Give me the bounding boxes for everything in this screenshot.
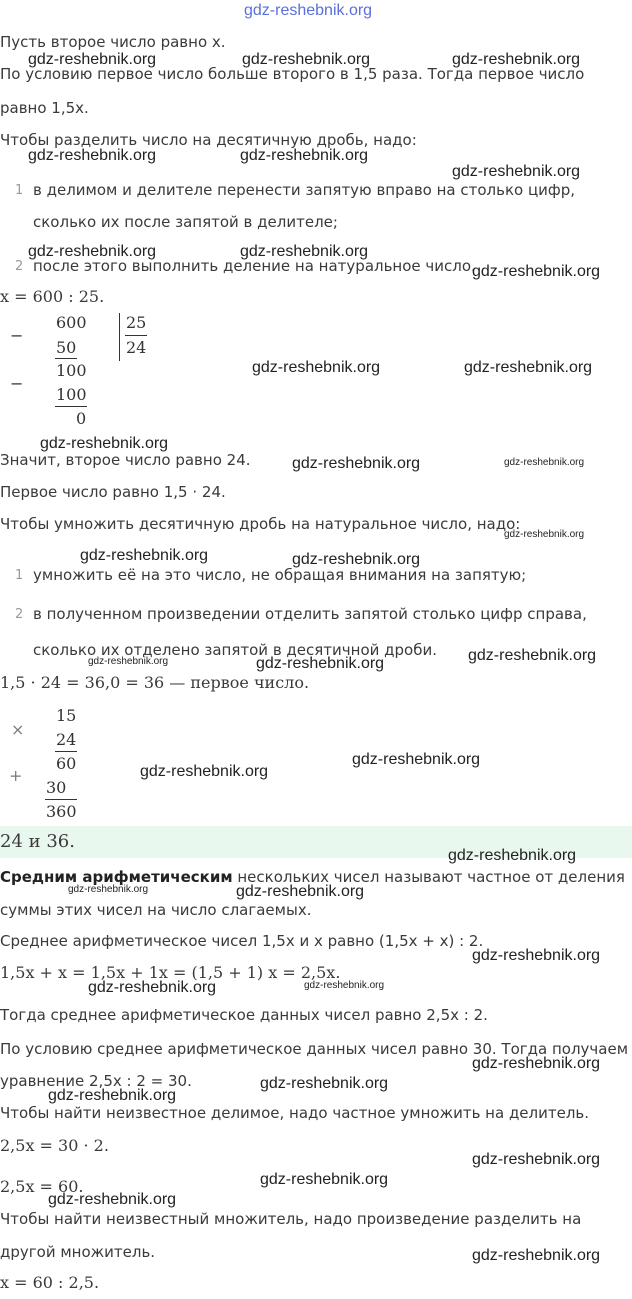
watermark[interactable]: gdz-reshebnik.org — [452, 163, 581, 180]
division-divisor: 25 — [126, 313, 147, 332]
watermark[interactable]: gdz-reshebnik.org — [352, 751, 481, 768]
definition-term: Средним арифметическим — [0, 868, 233, 886]
watermark[interactable]: gdz-reshebnik.org — [452, 51, 581, 68]
rule-step-1-cont: сколько их после запятой в делителе; — [33, 213, 338, 231]
rule-number-1b: 1 — [15, 568, 24, 583]
division-dividend: 600 — [56, 313, 87, 332]
text-line-first-number-expr: Первое число равно 1,5 · 24. — [0, 483, 226, 501]
definition-line-2: суммы этих чисел на число слагаемых. — [0, 901, 312, 919]
watermark[interactable]: gdz-reshebnik.org — [40, 435, 169, 452]
rule-step-4-cont: сколько их отделено запятой в десятичной дроби. — [33, 641, 437, 659]
watermark[interactable]: gdz-reshebnik.org — [88, 979, 217, 996]
mult-underline-1 — [55, 751, 77, 752]
division-remainder-1: 100 — [56, 361, 87, 380]
text-line-dividend-rule: Чтобы найти неизвестное делимое, надо частное умножить на делитель. — [0, 1104, 590, 1122]
rule-step-2: после этого выполнить деление на натуральное число. — [33, 257, 476, 275]
equation-sum: 1,5x + x = 1,5x + 1x = (1,5 + 1) x = 2,5x. — [0, 963, 341, 982]
watermark[interactable]: gdz-reshebnik.org — [292, 455, 421, 472]
watermark[interactable]: gdz-reshebnik.org — [28, 243, 157, 260]
watermark[interactable]: gdz-reshebnik.org — [304, 980, 385, 991]
rule-number-2b: 2 — [15, 607, 24, 622]
watermark[interactable]: gdz-reshebnik.org — [48, 1087, 177, 1104]
text-line-multiply-rule-intro: Чтобы умножить десятичную дробь на натуральное число, надо: — [0, 515, 521, 533]
definition-rest: нескольких чисел называют частное от деления — [232, 868, 625, 886]
answer-text: 24 и 36. — [0, 831, 75, 852]
text-line-factor-rule-cont: другой множитель. — [0, 1243, 156, 1261]
rule-step-4: в полученном произведении отделить запятой столько цифр справа, — [33, 605, 587, 623]
division-underline-2 — [55, 406, 87, 407]
mult-plus-sign: + — [9, 766, 23, 785]
division-quotient: 24 — [126, 338, 147, 357]
mult-partial-1: 60 — [56, 754, 77, 773]
watermark[interactable]: gdz-reshebnik.org — [48, 1191, 177, 1208]
watermark[interactable]: gdz-reshebnik.org — [28, 51, 157, 68]
mult-partial-2: 30 — [46, 778, 67, 797]
division-minus-2: − — [10, 374, 24, 393]
division-minus-1: − — [10, 326, 24, 345]
mult-factor-b: 24 — [56, 730, 77, 749]
text-line-division-rule-intro: Чтобы разделить число на десятичную дробь, надо: — [0, 131, 417, 149]
text-line-mean-expr: Среднее арифметическое чисел 1,5x и x равно (1,5x + x) : 2. — [0, 932, 484, 950]
text-line-first-number: равно 1,5x. — [0, 99, 89, 117]
watermark[interactable]: gdz-reshebnik.org — [472, 1247, 601, 1264]
equation-30-times-2: 2,5x = 30 · 2. — [0, 1136, 109, 1155]
watermark[interactable]: gdz-reshebnik.org — [242, 51, 371, 68]
rule-step-3: умножить её на это число, не обращая внимания на запятую; — [33, 566, 527, 584]
watermark[interactable]: gdz-reshebnik.org — [260, 1075, 389, 1092]
watermark[interactable]: gdz-reshebnik.org — [472, 1055, 601, 1072]
watermark[interactable]: gdz-reshebnik.org — [240, 147, 369, 164]
watermark[interactable]: gdz-reshebnik.org — [68, 884, 149, 895]
watermark[interactable]: gdz-reshebnik.org — [448, 847, 577, 864]
watermark[interactable]: gdz-reshebnik.org — [240, 243, 369, 260]
watermark[interactable]: gdz-reshebnik.org — [28, 147, 157, 164]
text-line-second-number: Значит, второе число равно 24. — [0, 451, 251, 469]
watermark-top[interactable]: gdz-reshebnik.org — [244, 2, 373, 19]
watermark[interactable]: gdz-reshebnik.org — [472, 947, 601, 964]
division-divisor-line — [125, 335, 147, 336]
text-line-let-x: Пусть второе число равно x. — [0, 33, 226, 51]
watermark[interactable]: gdz-reshebnik.org — [464, 359, 593, 376]
rule-number-2: 2 — [15, 259, 24, 274]
mult-factor-a: 15 — [56, 706, 77, 725]
watermark[interactable]: gdz-reshebnik.org — [504, 457, 585, 468]
watermark[interactable]: gdz-reshebnik.org — [504, 529, 585, 540]
watermark[interactable]: gdz-reshebnik.org — [292, 551, 421, 568]
division-subtrahend-1: 50 — [56, 338, 77, 357]
mult-result: 360 — [46, 802, 77, 821]
mult-times-sign: × — [11, 720, 25, 739]
watermark[interactable]: gdz-reshebnik.org — [140, 763, 269, 780]
text-line-mean-value: Тогда среднее арифметическое данных чисел равно 2,5x : 2. — [0, 1006, 488, 1024]
watermark[interactable]: gdz-reshebnik.org — [80, 547, 209, 564]
mult-underline-2 — [45, 799, 77, 800]
division-remainder-2: 0 — [76, 409, 87, 428]
division-subtrahend-2: 100 — [56, 385, 87, 404]
watermark[interactable]: gdz-reshebnik.org — [256, 655, 385, 672]
watermark[interactable]: gdz-reshebnik.org — [472, 1151, 601, 1168]
equation-2-5x-60: 2,5x = 60. — [0, 1177, 84, 1196]
watermark[interactable]: gdz-reshebnik.org — [472, 263, 601, 280]
watermark[interactable]: gdz-reshebnik.org — [236, 883, 365, 900]
division-vertical-bar — [119, 313, 120, 361]
equation-first-number: 1,5 · 24 = 36,0 = 36 — первое число. — [0, 673, 310, 692]
watermark[interactable]: gdz-reshebnik.org — [468, 647, 597, 664]
equation-x-600-25: x = 600 : 25. — [0, 287, 105, 306]
text-line-factor-rule: Чтобы найти неизвестный множитель, надо произведение разделить на — [0, 1210, 582, 1228]
text-line-equation: уравнение 2,5x : 2 = 30. — [0, 1072, 192, 1090]
rule-step-1: в делимом и делителе перенести запятую вправо на столько цифр, — [33, 181, 576, 199]
division-underline-1 — [55, 358, 77, 359]
rule-number-1: 1 — [15, 183, 24, 198]
watermark[interactable]: gdz-reshebnik.org — [252, 359, 381, 376]
text-line-condition: По условию первое число больше второго в 1,5 раза. Тогда первое число — [0, 65, 585, 83]
equation-x-60-2-5: x = 60 : 2,5. — [0, 1273, 100, 1292]
watermark[interactable]: gdz-reshebnik.org — [260, 1171, 389, 1188]
text-line-condition-30: По условию среднее арифметическое данных чисел равно 30. Тогда получаем — [0, 1040, 629, 1058]
watermark[interactable]: gdz-reshebnik.org — [88, 656, 169, 667]
